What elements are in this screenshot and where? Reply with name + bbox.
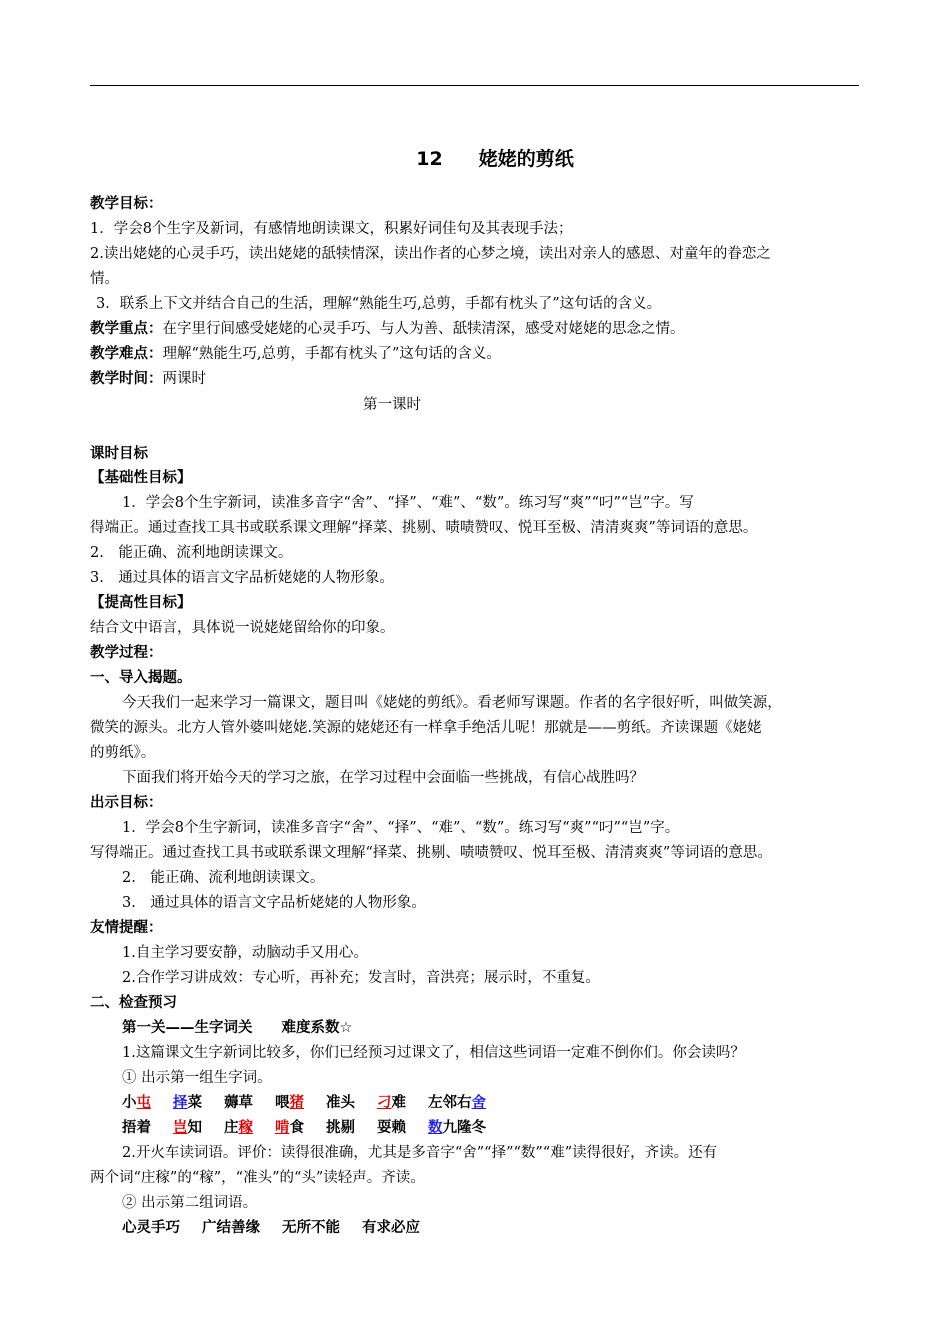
paragraph-line: ① 出示第一组生字词。 bbox=[122, 1070, 272, 1086]
highlighted-char: 猪 bbox=[289, 1095, 304, 1111]
basic-goal-line: 1．学会8个生字新词，读准多音字“舍”、“择”、“难”、“数”。练习写“爽”“叼”“岂”字。写 bbox=[122, 495, 694, 511]
lesson-title: 姥姥的剪纸 bbox=[478, 148, 574, 170]
vocab-phrase: 心灵手巧 bbox=[122, 1220, 180, 1236]
vocab-word bbox=[326, 1120, 355, 1136]
time-label: 教学时间： bbox=[90, 371, 163, 387]
word-part: 左邻右 bbox=[428, 1095, 472, 1111]
highlighted-char: 择 bbox=[173, 1095, 188, 1111]
paragraph-line: 1.这篇课文生字新词比较多，你们已经预习过课文了，相信这些词语一定难不倒你们。你会读吗？ bbox=[122, 1045, 745, 1061]
vocab-word bbox=[275, 1120, 304, 1136]
paragraph-line: 的剪纸》。 bbox=[90, 745, 156, 761]
basic-goal-line: 得端正。通过查找工具书或联系课文理解“择菜、挑剔、啧啧赞叹、悦耳至极、清清爽爽”等词语的意思。 bbox=[90, 520, 758, 536]
objective-item: 2.读出姥姥的心灵手巧，读出姥姥的舐犊情深，读出作者的心梦之境，读出对亲人的感恩、对童年的眷恋之 bbox=[90, 246, 771, 262]
vocab-phrase: 无所不能 bbox=[282, 1220, 340, 1236]
vocab-word bbox=[122, 1120, 151, 1136]
difficulty-text: 理解“熟能生巧,总剪，手都有枕头了”这句话的含义。 bbox=[162, 346, 501, 362]
objectives-heading: 教学目标： bbox=[90, 196, 163, 212]
paragraph-line: 两个词“庄稼”的“稼”，“准头”的“头”读轻声。齐读。 bbox=[90, 1170, 425, 1186]
level1-heading: 第一关——生字词关 难度系数☆ bbox=[122, 1020, 353, 1036]
paragraph-line: 下面我们将开始今天的学习之旅，在学习过程中会面临一些挑战，有信心战胜吗？ bbox=[122, 770, 644, 786]
paragraph-line: ② 出示第二组词语。 bbox=[122, 1195, 258, 1211]
highlighted-char: 舍 bbox=[471, 1095, 486, 1111]
word-part: 知 bbox=[187, 1120, 202, 1136]
word-part: 薅草 bbox=[224, 1095, 253, 1111]
vocab-word bbox=[224, 1095, 253, 1111]
vocab-phrase: 广结善缘 bbox=[202, 1220, 260, 1236]
teaching-time bbox=[90, 369, 206, 389]
objective-item: 情。 bbox=[90, 271, 119, 287]
word-part: 耍赖 bbox=[377, 1120, 406, 1136]
basic-goal-line: 2. 能正确、流利地朗读课文。 bbox=[90, 545, 293, 561]
difficulty-label: 教学难点： bbox=[90, 346, 163, 362]
time-text: 两课时 bbox=[162, 371, 206, 387]
word-group-2 bbox=[122, 1218, 442, 1238]
word-part: 捂着 bbox=[122, 1120, 151, 1136]
key-point bbox=[90, 319, 685, 339]
page-title bbox=[0, 144, 950, 171]
highlighted-char: 屯 bbox=[136, 1095, 151, 1111]
vocab-phrase: 有求必应 bbox=[362, 1220, 420, 1236]
vocab-word bbox=[428, 1095, 486, 1111]
paragraph-line: 2.开火车读词语。评价：读得很准确，尤其是多音字“舍”“择”“数”“难”读得很好，齐读。还有 bbox=[122, 1145, 718, 1161]
reminder-line: 2.合作学习讲成效：专心听，再补充；发言时，音洪亮；展示时，不重复。 bbox=[122, 970, 600, 986]
key-point-text: 在字里行间感受姥姥的心灵手巧、与人为善、舐犊清深，感受对姥姥的思念之情。 bbox=[162, 321, 685, 337]
process-heading: 教学过程： bbox=[90, 645, 163, 661]
section1-heading: 一、导入揭题。 bbox=[90, 670, 192, 686]
word-part: 九隆冬 bbox=[442, 1120, 486, 1136]
basic-goal-heading: 【基础性目标】 bbox=[90, 470, 192, 486]
word-part: 难 bbox=[391, 1095, 406, 1111]
vocab-word bbox=[326, 1095, 355, 1111]
key-point-label: 教学重点： bbox=[90, 321, 163, 337]
lesson-goal-heading: 课时目标 bbox=[90, 446, 148, 462]
vocab-word bbox=[173, 1120, 202, 1136]
reminder-heading: 友情提醒： bbox=[90, 920, 163, 936]
vocab-word bbox=[377, 1120, 406, 1136]
highlighted-char: 数 bbox=[428, 1120, 443, 1136]
show-goal-line: 写得端正。通过查找工具书或联系课文理解“择菜、挑剔、啧啧赞叹、悦耳至极、清清爽爽”等词语的意思。 bbox=[90, 845, 772, 861]
vocab-word bbox=[173, 1095, 202, 1111]
paragraph-line: 今天我们一起来学习一篇课文，题目叫《姥姥的剪纸》。看老师写课题。作者的名字很好听，叫做笑源， bbox=[122, 695, 782, 711]
show-goal-line: 2. 能正确、流利地朗读课文。 bbox=[122, 870, 325, 886]
paragraph-line: 微笑的源头。北方人管外婆叫姥姥.笑源的姥姥还有一样拿手绝活儿呢！那就是——剪纸。齐读课题《姥姥 bbox=[90, 720, 762, 736]
word-part: 食 bbox=[289, 1120, 304, 1136]
basic-goal-line: 3. 通过具体的语言文字品析姥姥的人物形象。 bbox=[90, 570, 394, 586]
highlighted-char: 岂 bbox=[173, 1120, 188, 1136]
vocab-word bbox=[428, 1120, 486, 1136]
difficulty bbox=[90, 344, 501, 364]
word-part: 庄 bbox=[224, 1120, 239, 1136]
advanced-goal-heading: 【提高性目标】 bbox=[90, 595, 192, 611]
vocab-word bbox=[377, 1095, 406, 1111]
word-part: 挑剔 bbox=[326, 1120, 355, 1136]
vocab-word bbox=[122, 1095, 151, 1111]
objective-item: 3．联系上下文并结合自己的生活，理解“熟能生巧,总剪，手都有枕头了”这句话的含义。 bbox=[96, 296, 662, 312]
header-rule bbox=[90, 85, 859, 86]
reminder-line: 1.自主学习要安静，动脑动手又用心。 bbox=[122, 945, 368, 961]
highlighted-char: 稼 bbox=[238, 1120, 253, 1136]
vocab-word bbox=[224, 1120, 253, 1136]
highlighted-char: 刁 bbox=[377, 1095, 392, 1111]
vocab-word bbox=[275, 1095, 304, 1111]
lesson-number: 12 bbox=[416, 148, 443, 170]
show-goal-heading: 出示目标： bbox=[90, 795, 163, 811]
show-goal-line: 3. 通过具体的语言文字品析姥姥的人物形象。 bbox=[122, 895, 426, 911]
word-part: 喂 bbox=[275, 1095, 290, 1111]
word-group-1-row-1 bbox=[122, 1093, 508, 1113]
advanced-goal-text: 结合文中语言，具体说一说姥姥留给你的印象。 bbox=[90, 620, 395, 636]
word-part: 准头 bbox=[326, 1095, 355, 1111]
objective-item: 1．学会8个生字及新词，有感情地朗读课文，积累好词佳句及其表现手法； bbox=[90, 221, 573, 237]
word-group-1-row-2 bbox=[122, 1118, 508, 1138]
lesson-label: 第一课时 bbox=[363, 397, 421, 413]
word-part: 菜 bbox=[187, 1095, 202, 1111]
highlighted-char: 啃 bbox=[275, 1120, 290, 1136]
word-part: 小 bbox=[122, 1095, 137, 1111]
show-goal-line: 1．学会8个生字新词，读准多音字“舍”、“择”、“难”、“数”。练习写“爽”“叼”“岂”字。 bbox=[122, 820, 680, 836]
section2-heading: 二、检查预习 bbox=[90, 995, 177, 1011]
